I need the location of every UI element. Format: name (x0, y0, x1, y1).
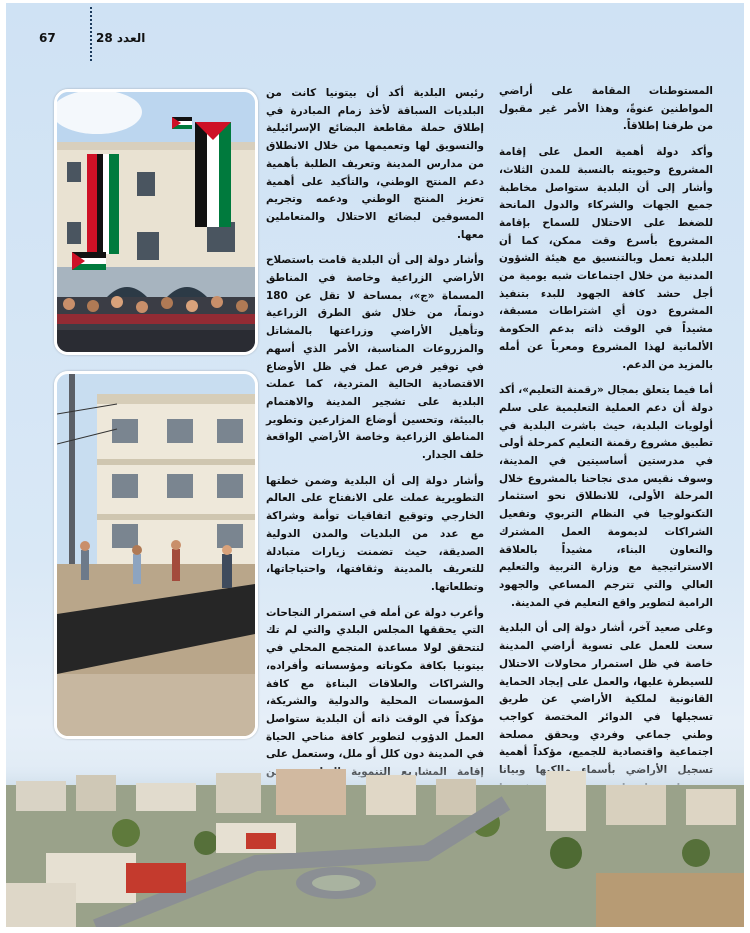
paragraph: وأشار دولة إلى أن البلدية قامت باستصلاح الأراضي الزراعية وخاصة في المناطق المسماة «ج»، بمساحة لا تقل عن 180 دونماً، من خلال شق الطرق الزراعية وتأهيل الأراضي وزراعتها بالمشاتل والمزروعات المناسبة، الأمر الذي أسهم في توفير فرص عمل في ظل الأوضاع الاقتصادية الحالية المتردية، كما عملت البلدية على تشجير المدينة والاهتمام بالبيئة، وتحسين أوضاع المزارعين وتطوير المناطق الزراعية وخاصة الأراضي الواقعة خلف الجدار. (266, 254, 484, 462)
paragraph: وأشار دولة إلى أن البلدية وضمن خطتها التطويرية عملت على الانفتاح على العالم الخارجي وتوقيع اتفاقيات توأمة وشراكة مع عدد من البلديات والمدن الدولية الصديقة، حيث تضمنت زيارات متبادلة للتعريف بالمدينة وثقافتها، واحتياجاتها، وتطلعاتها. (266, 474, 484, 593)
page-header (6, 31, 744, 51)
middle-text-column (266, 85, 484, 807)
magazine-page (6, 3, 744, 927)
right-text-column (499, 83, 713, 876)
page-number: 67 (39, 31, 56, 45)
paragraph: وعلى صعيد آخر، أشار دولة إلى أن البلدية سعت للعمل على تسوية أراضي المدينة خاصة في ظل استمرار محاولات الاحتلال للسيطرة عليها، والعمل على إيجاد الحماية القانونية لملكية الأراضي عن طريق تسجيلها في الدوائر المختصة كواجب وطني جماعي وفردي ويحقق مصلحة اجتماعية واقتصادية للجميع، مؤكداً أهمية (499, 622, 713, 759)
dotted-divider (90, 7, 92, 61)
paragraph: المستوطنات المقامة على أراضي المواطنين عنوةً، وهذا الأمر غير مقبول من طرفنا إطلاقاً. (499, 85, 713, 133)
paragraph: أما فيما يتعلق بمجال «رقمنة التعليم»، أكد دولة أن دعم العملية التعليمية على سلم أولويات البلدية، حيث باشرت البلدية في تطبيق مشروع رقمنة التعليم كمرحلة أولى في مدرستين أساسيتين في المدينة، وسوف نقيس مدى نجاحنا بالمشروع خلال المرحلة الأولى، للانطلاق نحو استثمار التكنولوجيا في النظام التربوي وتفعيل الشراكات لديمومة العمل المشترك والتعاون البناء، مشيداً بالعلاقة الاستراتيجية مع وزارة التربية والتعليم العالي والتي تترجم المساعي والجهود الرامية لتطوير واقع التعليم في المدينة. (499, 384, 713, 609)
municipality-flags-photo (54, 89, 258, 355)
city-panorama-photo (6, 763, 744, 927)
issue-label: العدد 28 (96, 31, 146, 45)
road-paving-photo (54, 371, 258, 739)
paragraph: وأعرب دولة عن أمله في استمرار النجاحات التي يحققها المجلس البلدي والتي لم تك لتتحقق لولا مساعدة المتجمع المحلي في بيتونيا بكافة مكوناته ومؤسساته وأفراده، والشراكات والعلاقات البناءة مع كافة المؤسسات المحلية والدولية والشريكة، مؤكداً في الوقت ذاته أن البلدية ستواصل العمل الدؤوب لتطوير كافة مناحي الحياة في المدينة دون كلل أو ملل، وستعمل على (266, 606, 484, 761)
paragraph: وأكد دولة أهمية العمل على إقامة المشروع وحيويته بالنسبة للمدن الثلاث، وأشار إلى أن البلدية ستواصل مخاطبة جميع الجهات والشركاء والدول المانحة للضغط على الاحتلال للسماح بإقامة المشروع بأسرع وقت ممكن، كما أن البلدية تعمل وبالتنسيق مع هيئة الشؤون المدنية من خلال اجتماعات شبه يومية من أجل حشد كافة الجهود للبدء بتنفيذ المشروع دون أي اشتراطات مسبقة، مشيداً في الوقت ذاته بدعم الحكومة الألمانية لهذا المشروع ومعرباً عن أمله بالمزيد من الدعم. (499, 146, 713, 371)
paragraph: رئيس البلدية أكد أن بيتونيا كانت من البلديات السباقة لأخذ زمام المبادرة في إطلاق حملة مقاطعة البضائع الإسرائيلية والتسويق لها وتعميمها من خلال الانطلاق من مدارس المدينة وتعريف الطلبة بأهمية دعم المنتج الوطني، والتأكيد على أهمية تعزيز المنتج الوطني ودعمه وتجريم المسوقين لبضائع الاحتلال والمتعاملين معها. (266, 87, 484, 241)
